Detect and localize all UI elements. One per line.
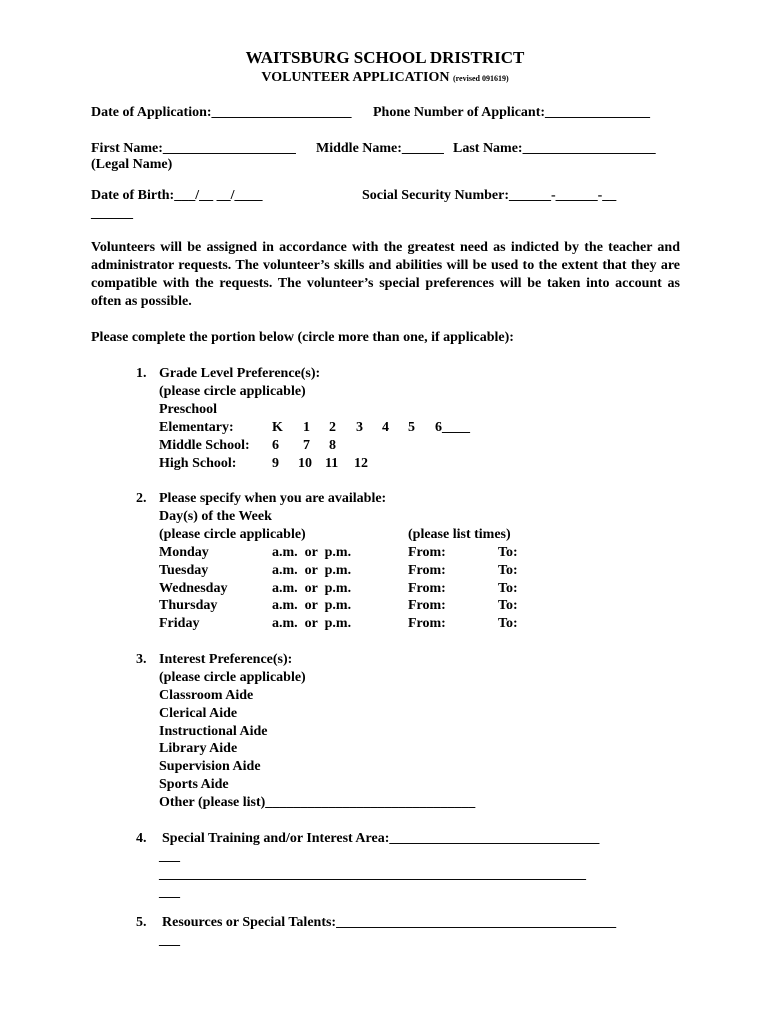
special-training-line[interactable]: ___ (159, 849, 180, 864)
grade-option[interactable]: 1 (303, 420, 310, 435)
ssn-field[interactable]: Social Security Number:______-______-__ (362, 188, 617, 203)
ampm-option[interactable]: a.m. or p.m. (272, 545, 352, 560)
grade-row-label: Elementary: (159, 420, 234, 435)
day-label: Tuesday (159, 563, 209, 578)
interest-option-other[interactable]: Other (please list)______________________________ (159, 795, 476, 810)
to-time-field[interactable]: To: (498, 563, 518, 578)
days-heading: Day(s) of the Week (159, 509, 272, 524)
section1-number: 1. (136, 366, 147, 381)
grade-option[interactable]: 6 (272, 438, 279, 453)
first-name-field[interactable]: First Name:___________________ (91, 141, 296, 156)
grade-option[interactable]: 6____ (435, 420, 470, 435)
interest-option[interactable]: Instructional Aide (159, 724, 268, 739)
section2-note: (please circle applicable) (159, 527, 306, 542)
legal-name-note: (Legal Name) (91, 157, 173, 172)
grade-row-label: Middle School: (159, 438, 250, 453)
interest-option[interactable]: Library Aide (159, 741, 238, 756)
section2-number: 2. (136, 491, 147, 506)
grade-option[interactable]: 8 (329, 438, 336, 453)
revision-note: (revised 091619) (452, 74, 509, 83)
grade-option[interactable]: 2 (329, 420, 336, 435)
day-label: Thursday (159, 598, 218, 613)
grade-option[interactable]: 10 (298, 456, 312, 471)
last-name-field[interactable]: Last Name:___________________ (453, 141, 656, 156)
section5-number: 5. (136, 915, 147, 930)
ampm-option[interactable]: a.m. or p.m. (272, 563, 352, 578)
grade-option[interactable]: 11 (325, 456, 339, 471)
date-of-birth-field[interactable]: Date of Birth:___/__ __/____ (91, 188, 263, 203)
from-time-field[interactable]: From: (408, 581, 446, 596)
grade-option[interactable]: K (272, 420, 283, 435)
grade-row-label: High School: (159, 456, 237, 471)
ampm-option[interactable]: a.m. or p.m. (272, 581, 352, 596)
intro-paragraph: Volunteers will be assigned in accordance with the greatest need as indicted by the teacher and administrator requests. The volunteer’s skills and abilities will be used to the extent that they are compatible with the requests. The volunteer’s special preferences will be taken into account as often as possible. (91, 240, 680, 309)
instruction-text: Please complete the portion below (circle more than one, if applicable): (91, 330, 514, 345)
ampm-option[interactable]: a.m. or p.m. (272, 616, 352, 631)
special-training-field[interactable]: Special Training and/or Interest Area:______________________________ (162, 831, 600, 846)
interest-option[interactable]: Classroom Aide (159, 688, 254, 703)
section1-heading: Grade Level Preference(s): (159, 366, 321, 381)
from-time-field[interactable]: From: (408, 616, 446, 631)
interest-option[interactable]: Clerical Aide (159, 706, 238, 721)
grade-option[interactable]: 4 (382, 420, 389, 435)
to-time-field[interactable]: To: (498, 581, 518, 596)
interest-option[interactable]: Sports Aide (159, 777, 229, 792)
section2-heading: Please specify when you are available: (159, 491, 387, 506)
to-time-field[interactable]: To: (498, 598, 518, 613)
grade-option[interactable]: 7 (303, 438, 310, 453)
from-time-field[interactable]: From: (408, 598, 446, 613)
grade-option[interactable]: 5 (408, 420, 415, 435)
special-training-line[interactable]: ___ (159, 885, 180, 900)
phone-number-field[interactable]: Phone Number of Applicant:_______________ (373, 105, 651, 120)
subtitle-text: VOLUNTEER APPLICATION (261, 70, 450, 85)
day-label: Friday (159, 616, 200, 631)
grade-option-preschool[interactable]: Preschool (159, 402, 218, 417)
document-subtitle (0, 69, 770, 88)
special-training-line[interactable]: _____________________________________________________________ (159, 867, 586, 882)
special-talents-line[interactable]: ___ (159, 933, 180, 948)
section3-note: (please circle applicable) (159, 670, 306, 685)
date-of-application-field[interactable]: Date of Application:____________________ (91, 105, 352, 120)
from-time-field[interactable]: From: (408, 545, 446, 560)
from-time-field[interactable]: From: (408, 563, 446, 578)
to-time-field[interactable]: To: (498, 616, 518, 631)
ampm-option[interactable]: a.m. or p.m. (272, 598, 352, 613)
grade-option[interactable]: 9 (272, 456, 279, 471)
section3-heading: Interest Preference(s): (159, 652, 293, 667)
interest-option[interactable]: Supervision Aide (159, 759, 261, 774)
document-title: WAITSBURG SCHOOL DRISTRICT (245, 48, 525, 67)
section4-number: 4. (136, 831, 147, 846)
special-talents-field[interactable]: Resources or Special Talents:________________________________________ (162, 915, 617, 930)
grade-option[interactable]: 12 (354, 456, 368, 471)
section1-note: (please circle applicable) (159, 384, 306, 399)
day-label: Monday (159, 545, 209, 560)
to-time-field[interactable]: To: (498, 545, 518, 560)
middle-name-field[interactable]: Middle Name:______ (316, 141, 444, 156)
day-label: Wednesday (159, 581, 228, 596)
ssn-field-continued[interactable]: ______ (91, 206, 133, 221)
section3-number: 3. (136, 652, 147, 667)
grade-option[interactable]: 3 (356, 420, 363, 435)
times-note: (please list times) (408, 527, 511, 542)
